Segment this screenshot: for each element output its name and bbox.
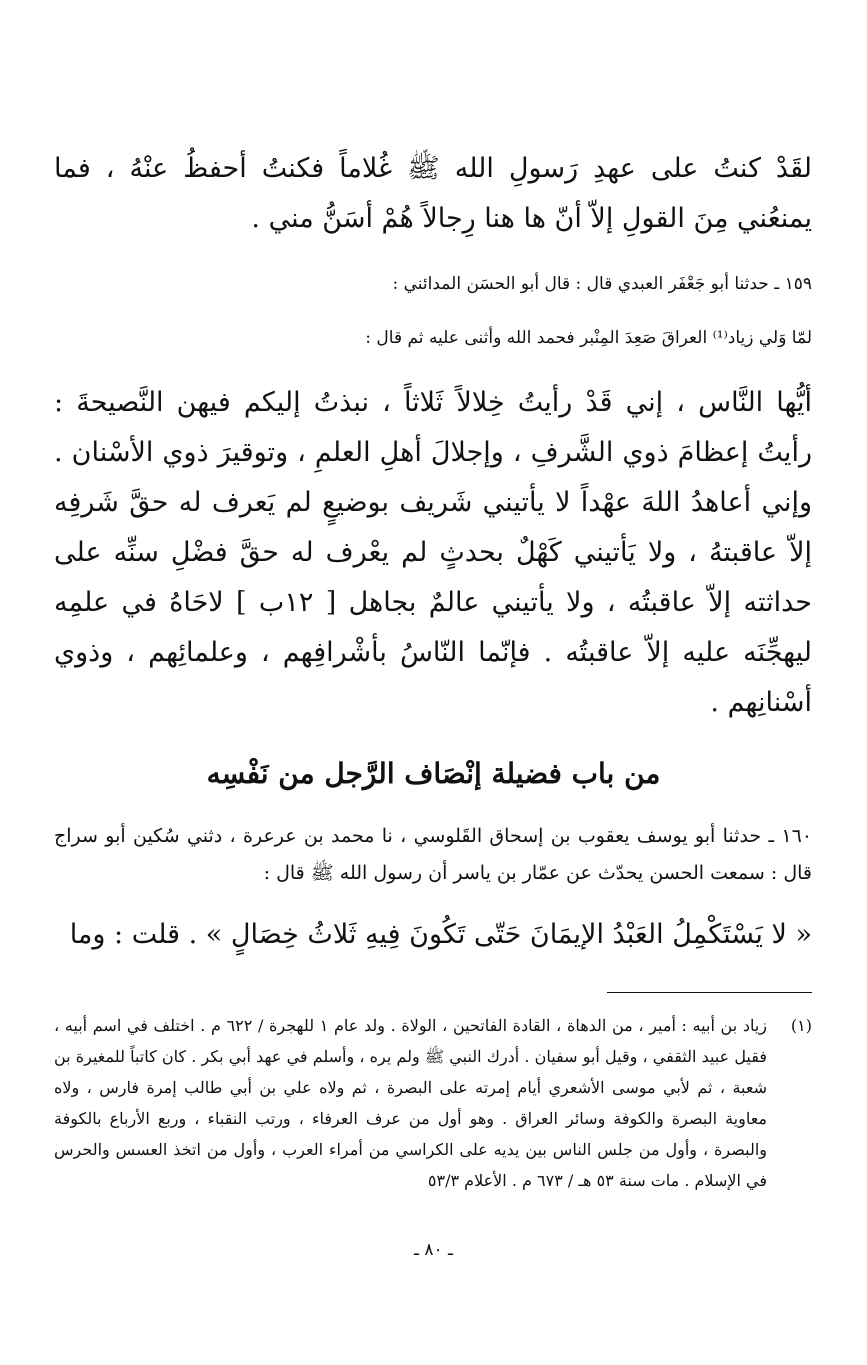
hadith-158-ending-text: لقَدْ كنتُ على عهدِ رَسولِ الله ﷺ غُلاماً فكنتُ أحفظُ عنْهُ ، فما يمنعُني مِنَ القولِ إلاّ أنّ ها هنا رِجالاً هُمْ أسَنُّ مني . (54, 153, 812, 234)
page-number: ـ ٨٠ ـ (413, 1240, 454, 1260)
ziyad-speech-text: أيُّها النَّاس ، إني قَدْ رأيتُ خِلالاً ثَلاثاً ، نبذتُ إليكم فيهن النَّصيحةَ : رأيتُ إعظامَ ذوي الشَّرفِ ، وإجلالَ أهلِ العلمِ ، وتوقيرَ ذوي الأسْنان . وإني أعاهدُ اللهَ عهْداً لا يأتيني شَريف بوضيعٍ لم يَعرف له حقَّ شَرفِه إلاّ عاقبتهُ ، ولا يَأتيني كَهْلٌ بحدثٍ لم يعْرف له حقَّ فضْلِ سنِّه على حداثته إلاّ عاقبتُه ، ولا يأتيني عالمٌ بجاهل [ ١٢ب ] لاحَاهُ في علمِه ليهجِّنَه عليه إلاّ عاقبتُه . فإنّما النّاسُ بأشْرافِهم ، وعلمائِهم ، وذوي أسْنانِهم . (54, 387, 812, 718)
chapter-heading: من باب فضيلة إنْصَاف الرَّجل من نَفْسِه (206, 757, 661, 790)
footnote-divider (607, 992, 812, 993)
hadith-160-isnad: ١٦٠ ـ حدثنا أبو يوسف يعقوب بن إسحاق القَلوسي ، نا محمد بن عرعرة ، دثني سُكين أبو سراج قال : سمعت الحسن يحدّث عن عمّار بن ياسر أن رسول الله ﷺ قال : (54, 825, 812, 884)
footnote (54, 1010, 812, 1196)
footnote-text: زياد بن أبيه : أمير ، من الدهاة ، القادة الفاتحين ، الولاة . ولد عام ١ للهجرة / ٦٢٢ م . اختلف في اسم أبيه ، فقيل عبيد الثقفي ، وقيل أبو سفيان . أدرك النبي ﷺ ولم يره ، وأسلم في عهد أبي بكر . كان كاتباً للمغيرة بن شعبة ، ثم لأبي موسى الأشعري أيام إمرته على البصرة ، ثم ولاه علي بن أبي طالب إمرة فارس ، ولاه معاوية البصرة والكوفة وسائر العراق . وهو أول من عرف العرفاء ، ورتب النقباء ، وربع الأرباع بالكوفة والبصرة ، وأول من جلس الناس بين يديه على الكراسي من أمراء العرب ، وأول من اتخذ العسس والحرس في الإسلام . مات سنة ٥٣ هـ / ٦٧٣ م . الأعلام ٥٣/٣ (54, 1016, 768, 1190)
footnote-marker: (١) (790, 1016, 812, 1035)
hadith-160-quote: « لا يَسْتَكْمِلُ العَبْدُ الإيمَانَ حَتّى تَكُونَ فِيهِ ثَلاثُ خِصَالٍ » . قلت : وما (69, 919, 812, 950)
hadith-159-intro: لمّا وَلي زياد⁽¹⁾ العراقَ صَعِدَ المِنْبر فحمد الله وأثنى عليه ثم قال : (365, 328, 812, 348)
hadith-159-isnad: ١٥٩ ـ حدثنا أبو جَعْفَر العبدي قال : قال أبو الحسَن المدائني : (392, 274, 812, 294)
